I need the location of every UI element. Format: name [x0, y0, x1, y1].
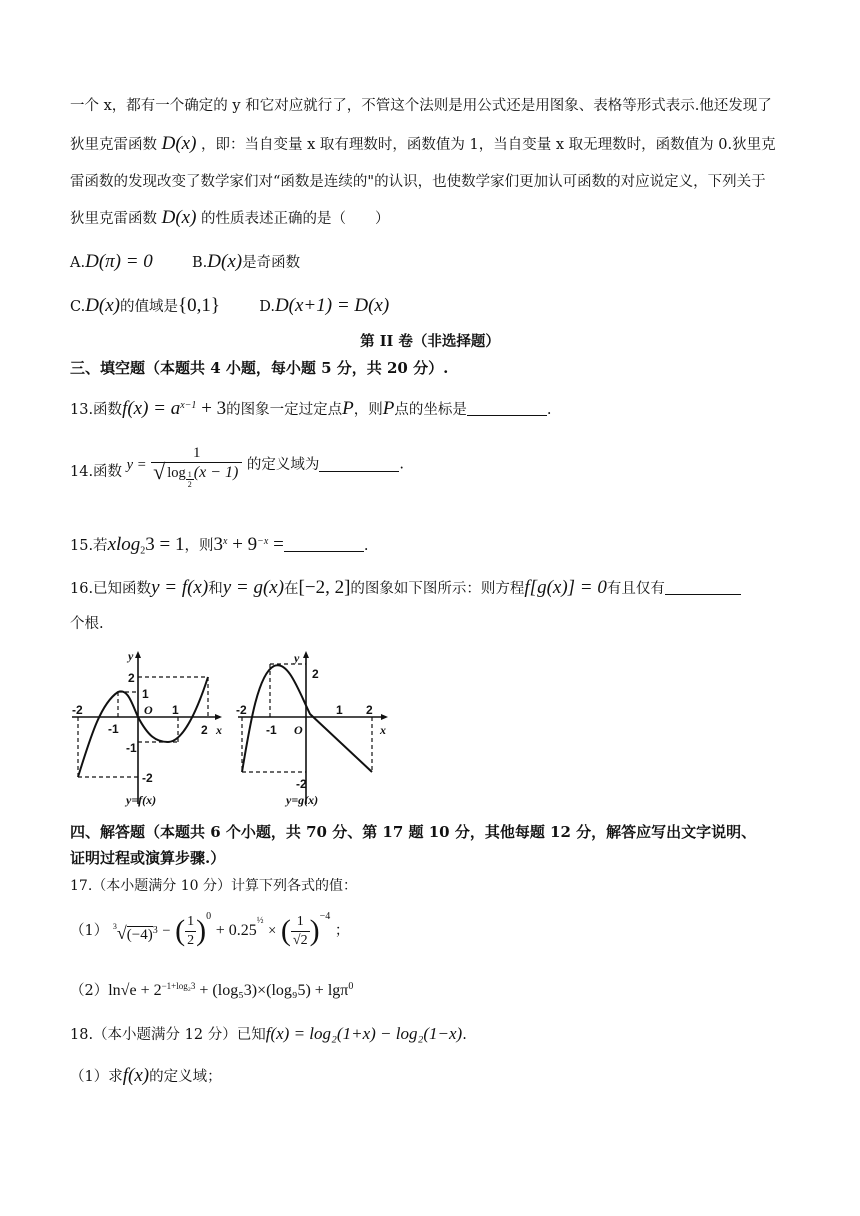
option-a-expr: D(π) = 0	[85, 251, 153, 272]
q16-text2: 有且仅有	[606, 581, 665, 597]
q14-log: log	[167, 465, 186, 481]
option-d-expr: D(x+1) = D(x)	[274, 295, 390, 316]
intro-line-3: 雷函数的发现改变了数学家们对“函数是连续的"的认识，也使数学家们更加认可函数的对应说定义，下列关于	[70, 174, 766, 190]
q17-p1-plus: + 0.25	[215, 922, 257, 939]
graph-f	[72, 649, 222, 807]
graph-f-tick-x-2: 2	[201, 723, 208, 737]
intro-line-2-a: 狄里克雷函数	[70, 137, 157, 153]
q17-p1-exp-half: ½	[256, 915, 264, 925]
q14-fraction	[151, 444, 242, 489]
q17-p1-end: ；	[334, 923, 350, 939]
q14-end: .	[399, 456, 405, 473]
q15-expr2: 3 = 1	[145, 533, 185, 555]
q16-interval: [−2, 2]	[298, 577, 351, 598]
graph-f-origin: O	[144, 703, 153, 717]
q16-answer-blank[interactable]	[665, 580, 741, 595]
q17-p1-root: $^3√(-4)^3$	[112, 922, 158, 943]
q17-p1-rad-exp: 3	[152, 925, 158, 937]
q17-p2-label: （2）	[70, 982, 109, 999]
graph-g-tick-x-neg1: -1	[266, 723, 277, 737]
q15-expr3b: + 9	[227, 533, 258, 555]
q14-log-base	[186, 470, 194, 489]
q17-head: 17.（本小题满分 10 分）计算下列各式的值：	[70, 878, 357, 894]
q15-exp2: −x	[257, 536, 269, 547]
q13-text2: ，则	[353, 401, 383, 418]
q17-p2-b: + (log₅3)×(log₉5) + lgπ	[195, 981, 349, 999]
q15-exp1: x	[223, 536, 228, 547]
option-c-label: C.	[70, 299, 86, 315]
q15-expr3c: =	[268, 533, 284, 555]
q16-eq: f[g(x)] = 0	[524, 577, 607, 598]
graph-f-tick-y-neg1: -1	[126, 741, 137, 755]
q17-p1-root-index: 3	[112, 922, 117, 931]
q14-arg: (x − 1)	[193, 464, 239, 481]
graph-f-y-label: y	[128, 649, 134, 663]
q16-and: 和	[208, 581, 223, 597]
graph-g-x-label: x	[380, 723, 386, 737]
option-b-text: 是奇函数	[242, 255, 301, 271]
option-c-expr: D(x)	[85, 295, 120, 316]
q18-part-1	[70, 1066, 222, 1087]
q14-text: 的定义域为	[246, 456, 320, 473]
q15-expr3a: 3	[213, 533, 223, 555]
q13-p: P	[342, 397, 354, 419]
q18-head: 18.（本小题满分 12 分）已知	[70, 1027, 266, 1043]
q15-end: .	[363, 537, 369, 554]
q17-p1-minus: −	[162, 923, 171, 939]
q14-denominator: √ log $\frac{1}{2}$ (x − 1)	[153, 459, 239, 489]
question-14	[70, 440, 404, 500]
question-13	[70, 396, 551, 420]
graph-f-caption: y=f(x)	[126, 793, 157, 807]
intro-line-4	[70, 208, 390, 229]
graph-f-tick-y-2: 2	[128, 671, 135, 685]
q17-part-2	[70, 976, 353, 1001]
q15-text: ，则	[184, 537, 214, 554]
q16-text: 的图象如下图所示：则方程	[350, 581, 525, 597]
intro-line-2-b: ，即：当自变量 x 取有理数时，函数值为 1，当自变量 x 取无理数时，函数值为 0.狄里克	[201, 137, 776, 153]
graph-g	[236, 651, 388, 807]
question-15	[70, 532, 368, 562]
q18-p1: （1）求	[70, 1069, 123, 1085]
q17-p2-a: ln√e + 2	[108, 981, 162, 999]
graph-g-y-label: y	[294, 651, 300, 665]
q16-g: y = g(x)	[222, 577, 285, 598]
option-b-expr: D(x)	[207, 251, 243, 272]
q15-num: 15.若	[70, 537, 108, 554]
q16-on: 在	[284, 581, 299, 597]
graph-g-caption: y=g(x)	[286, 793, 319, 807]
q14-numerator: 1	[151, 444, 242, 463]
dirichlet-fn: D(x)	[161, 133, 197, 154]
q16-f: y = f(x)	[151, 577, 209, 598]
graph-f-tick-x-1: 1	[172, 703, 179, 717]
q17-p2-exp: −1+log₂3	[161, 981, 196, 991]
graph-f-tick-y-neg2: -2	[142, 771, 153, 785]
option-d-label: D.	[259, 299, 275, 315]
q18-expr: f(x) = log₂(1+x) − log₂(1−x)	[265, 1024, 463, 1043]
q18-end: .	[462, 1027, 467, 1043]
q17-p2-exp0: 0	[348, 981, 354, 992]
graph-f-tick-x-neg1: -1	[108, 722, 119, 736]
graph-f-x-label: x	[216, 723, 222, 737]
q13-p2: P	[382, 397, 395, 419]
q16-graphs	[70, 644, 410, 816]
section-4-title-2: 证明过程或演算步骤.）	[70, 849, 226, 867]
q17-p1-frac	[291, 913, 310, 950]
graph-g-tick-x-neg2: -2	[236, 703, 247, 717]
section-4-title-1: 四、解答题（本题共 6 个小题，共 70 分、第 17 题 10 分，其他每题 12 分，解答应写出文字说明、	[70, 823, 757, 841]
q17-p1-exp4: −4	[319, 911, 331, 922]
section-3-title: 三、填空题（本题共 4 小题，每小题 5 分，共 20 分）.	[70, 359, 449, 377]
q17-p1-half-d: 2	[187, 932, 195, 948]
q16-line-2: 个根.	[70, 616, 104, 632]
graph-f-tick-x-neg2: -2	[72, 703, 83, 717]
q15-answer-blank[interactable]	[284, 537, 364, 552]
q15-sub: 2	[140, 545, 146, 557]
q17-p1-frac-d: √2	[292, 932, 308, 948]
q13-expr: f(x) = a	[122, 397, 181, 419]
q17-p1-label: （1）	[70, 923, 109, 939]
q17-part-1: （1） $^3√(-4)^3$ − ( $\frac{1}{2}$ )$^0 + 0.25^{\frac{1}{2}}$ × ( $\frac{1}{√2}$ )$^{-4}$ ；	[70, 911, 350, 948]
q13-answer-blank[interactable]	[467, 401, 547, 416]
q18-p1-f: f(x)	[122, 1065, 150, 1086]
graph-g-tick-y-2: 2	[312, 667, 319, 681]
options-row-cd	[70, 296, 389, 317]
options-row-ab	[70, 252, 300, 273]
q17-p1-times: ×	[268, 923, 277, 939]
q13-text: 的图象一定过定点	[226, 401, 343, 418]
q17-p1-half	[185, 913, 196, 950]
option-a-label: A.	[70, 255, 86, 271]
intro-line-1: 一个 x，都有一个确定的 y 和它对应就行了，不管这个法则是用公式还是用图象、表格等形式表示.他还发现了	[70, 98, 772, 114]
q18-p1-text: 的定义域；	[149, 1069, 222, 1085]
q17-p1-radicand: (−4)	[126, 927, 153, 943]
q15-expr: xlog	[107, 533, 141, 555]
dirichlet-fn-2: D(x)	[161, 207, 197, 228]
graph-g-origin: O	[294, 723, 303, 737]
q14-answer-blank[interactable]	[319, 457, 399, 472]
intro-line-4-b: 的性质表述正确的是（ ）	[201, 211, 390, 227]
option-b-label: B.	[192, 255, 208, 271]
q17-p1-exp0: 0	[206, 911, 212, 922]
section-2-title: 第 II 卷（非选择题）	[360, 333, 500, 350]
intro-line-4-a: 狄里克雷函数	[70, 211, 157, 227]
q17-p1-half-n: 1	[185, 913, 196, 932]
q17-p1-frac-n: 1	[291, 913, 310, 932]
q14-base-numerator: 1	[187, 470, 192, 479]
q13-exp: x−1	[180, 400, 197, 411]
q13-end: .	[546, 401, 552, 418]
question-18	[70, 1024, 467, 1045]
intro-line-2	[70, 134, 776, 155]
q13-expr2: + 3	[196, 397, 227, 419]
q16-num: 16.已知函数	[70, 581, 152, 597]
graph-g-tick-x-1: 1	[336, 703, 343, 717]
question-16	[70, 578, 741, 599]
option-c-text: 的值域是	[120, 299, 178, 315]
q13-num: 13.函数	[70, 401, 123, 418]
q14-num: 14.函数	[70, 463, 123, 480]
q14-base-denominator: 2	[187, 480, 192, 489]
graph-g-curve	[242, 665, 372, 772]
q13-text3: 点的坐标是	[394, 401, 467, 418]
q14-y: y =	[126, 456, 147, 473]
graph-f-tick-y-1: 1	[142, 687, 149, 701]
graph-g-tick-y-neg2: -2	[296, 777, 307, 791]
option-c-set: {0,1}	[178, 295, 220, 316]
graph-g-tick-x-2: 2	[366, 703, 373, 717]
